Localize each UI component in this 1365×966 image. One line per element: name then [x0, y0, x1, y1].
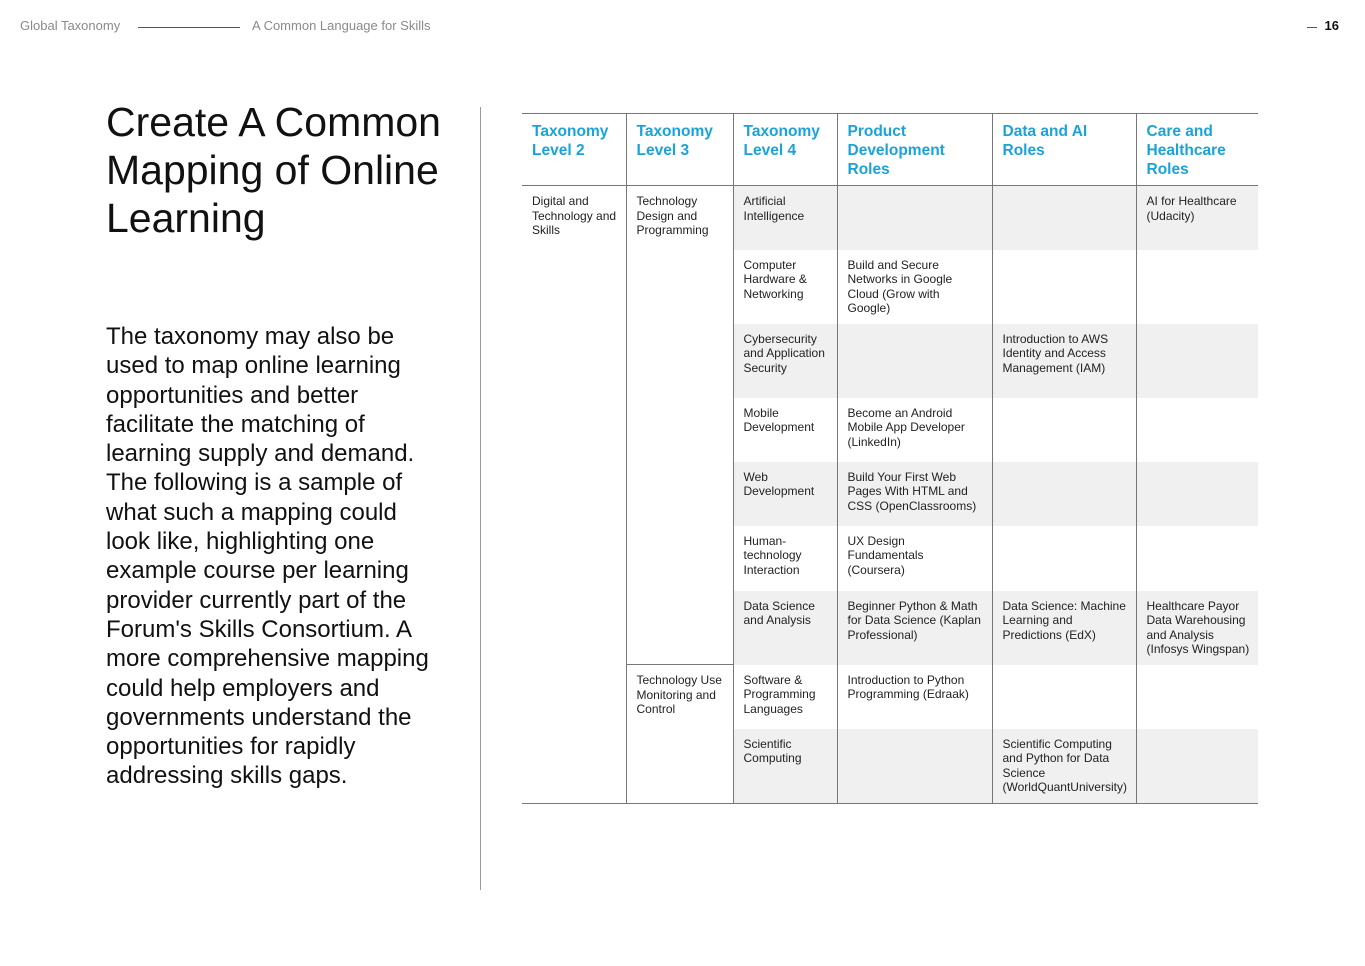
level4-cell: Web Development — [733, 462, 837, 526]
intro-paragraph: The taxonomy may also be used to map online learning opportunities and better facilitate the matching of learning supply and demand. The following is a sample of what such a mapping could look like, highlighting one example course per learning provider currently part of the Forum's Skills Consortium. A more comprehensive mapping could help employers and governments understand the opportunities for rapidly addressing skills gaps. — [106, 323, 429, 790]
page-title: Create A Common Mapping of Online Learning — [106, 99, 441, 241]
data-ai-course-cell[interactable]: Data Science: Machine Learning and Predictions (EdX) — [992, 591, 1136, 665]
level4-cell: Human-technology Interaction — [733, 526, 837, 591]
level3-cell: Technology Design and Programming — [626, 186, 733, 665]
level4-cell: Mobile Development — [733, 398, 837, 462]
product-course-cell[interactable] — [837, 324, 992, 398]
product-course-cell[interactable]: Beginner Python & Math for Data Science (Kaplan Professional) — [837, 591, 992, 665]
header-taxonomy-level-4: Taxonomy Level 4 — [733, 114, 837, 186]
product-course-cell[interactable]: Introduction to Python Programming (Edraak) — [837, 665, 992, 729]
level2-cell: Digital and Technology and Skills — [522, 186, 626, 804]
header-taxonomy-level-3: Taxonomy Level 3 — [626, 114, 733, 186]
product-course-cell[interactable]: Become an Android Mobile App Developer (LinkedIn) — [837, 398, 992, 462]
product-course-cell[interactable]: UX Design Fundamentals (Coursera) — [837, 526, 992, 591]
care-course-cell[interactable] — [1136, 462, 1258, 526]
column-divider — [480, 107, 481, 890]
product-course-cell[interactable]: Build Your First Web Pages With HTML and CSS (OpenClassrooms) — [837, 462, 992, 526]
data-ai-course-cell[interactable] — [992, 462, 1136, 526]
header-care-healthcare-roles: Care and Healthcare Roles — [1136, 114, 1258, 186]
product-course-cell[interactable]: Build and Secure Networks in Google Cloud (Grow with Google) — [837, 250, 992, 324]
data-ai-course-cell[interactable] — [992, 665, 1136, 729]
header-data-ai-roles: Data and AI Roles — [992, 114, 1136, 186]
care-course-cell[interactable] — [1136, 665, 1258, 729]
table-row — [522, 665, 1258, 729]
table-header-row — [522, 114, 1258, 186]
data-ai-course-cell[interactable] — [992, 186, 1136, 250]
level4-cell: Cybersecurity and Application Security — [733, 324, 837, 398]
page-number: 16 — [1324, 18, 1339, 33]
care-course-cell[interactable] — [1136, 250, 1258, 324]
level3-cell: Technology Use Monitoring and Control — [626, 665, 733, 804]
data-ai-course-cell[interactable] — [992, 398, 1136, 462]
page-header — [20, 18, 1339, 36]
level4-cell: Artificial Intelligence — [733, 186, 837, 250]
header-taxonomy-level-2: Taxonomy Level 2 — [522, 114, 626, 186]
care-course-cell[interactable] — [1136, 526, 1258, 591]
header-divider — [138, 27, 240, 28]
product-course-cell[interactable] — [837, 186, 992, 250]
data-ai-course-cell[interactable]: Introduction to AWS Identity and Access Management (IAM) — [992, 324, 1136, 398]
care-course-cell[interactable] — [1136, 398, 1258, 462]
header-report-title: Global Taxonomy — [20, 18, 121, 33]
data-ai-course-cell[interactable]: Scientific Computing and Python for Data Science (WorldQuantUniversity) — [992, 729, 1136, 804]
care-course-cell[interactable] — [1136, 729, 1258, 804]
page-number-dash — [1307, 27, 1317, 28]
level4-cell: Data Science and Analysis — [733, 591, 837, 665]
data-ai-course-cell[interactable] — [992, 250, 1136, 324]
care-course-cell[interactable]: AI for Healthcare (Udacity) — [1136, 186, 1258, 250]
care-course-cell[interactable] — [1136, 324, 1258, 398]
level4-cell: Software & Programming Languages — [733, 665, 837, 729]
level4-cell: Scientific Computing — [733, 729, 837, 804]
level4-cell: Computer Hardware & Networking — [733, 250, 837, 324]
table-row — [522, 186, 1258, 250]
header-product-development-roles: Product Development Roles — [837, 114, 992, 186]
header-section-title: A Common Language for Skills — [252, 18, 431, 33]
data-ai-course-cell[interactable] — [992, 526, 1136, 591]
product-course-cell[interactable] — [837, 729, 992, 804]
care-course-cell[interactable]: Healthcare Payor Data Warehousing and Analysis (Infosys Wingspan) — [1136, 591, 1258, 665]
taxonomy-mapping-table — [522, 113, 1258, 804]
